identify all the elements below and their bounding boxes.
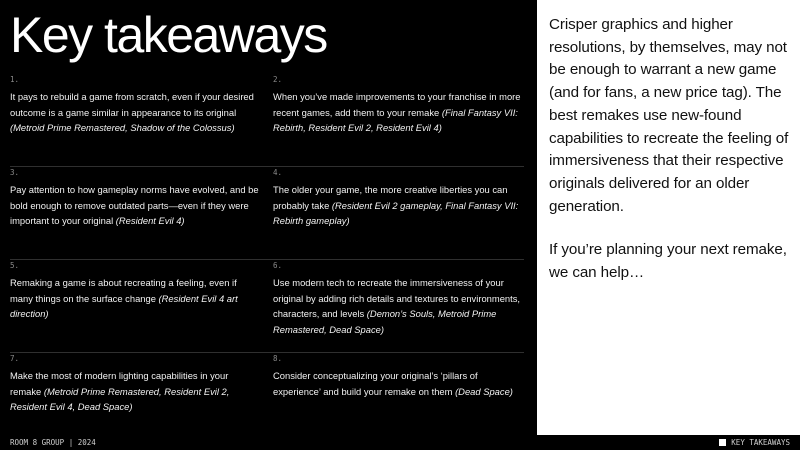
takeaway-text [10,182,260,229]
takeaway-item [273,167,523,229]
summary-sidebar [537,0,800,435]
footer-bar [0,435,800,450]
takeaway-item [10,260,260,322]
takeaway-text [273,89,523,136]
takeaway-number: 2. [273,75,283,84]
takeaway-examples: (Final Fantasy VII: Rebirth, Resident Evil 2, Resident Evil 4) [273,106,518,133]
takeaway-body: When you’ve made improvements to your franchise in more recent games, add them to your remake [273,91,521,118]
takeaway-number: 8. [273,354,283,363]
page-title: Key takeaways [10,7,327,63]
takeaway-text [10,275,260,322]
takeaway-number: 4. [273,168,283,177]
takeaway-number: 3. [10,168,20,177]
takeaway-body: Pay attention to how gameplay norms have evolved, and be bold enough to remove outdated parts—even if they were important to your original [10,184,259,226]
takeaway-text [273,182,523,229]
takeaway-examples: (Metroid Prime Remastered, Shadow of the Colossus) [10,122,235,133]
square-bullet-icon [719,439,726,446]
takeaway-number: 5. [10,261,20,270]
takeaway-body: It pays to rebuild a game from scratch, even if your desired outcome is a game similar in appearance to its original [10,91,254,118]
takeaways-row [10,353,524,445]
takeaway-number: 6. [273,261,283,270]
footer-brand: ROOM 8 GROUP | 2024 [10,438,96,447]
footer-section-label: KEY TAKEAWAYS [731,438,790,447]
takeaway-body: Consider conceptualizing your original’s ‘pillars of experience’ and build your remake on them [273,370,478,397]
takeaway-body: The older your game, the more creative liberties you can probably take [273,184,508,211]
takeaway-item [273,260,523,337]
call-to-action: If you’re planning your next remake, we can help… [549,241,787,281]
takeaway-item [10,167,260,229]
takeaway-body: Remaking a game is about recreating a feeling, even if many things on the surface change [10,277,237,304]
takeaway-number: 1. [10,75,20,84]
takeaway-text [10,368,260,415]
summary-paragraph: Crisper graphics and higher resolutions, by themselves, may not be enough to warrant a new game (and for fans, a new price tag). The best remakes use new-found capabilities to recreate the feeling of immersiveness that their respective originals delivered for an older generation. [549,16,789,215]
takeaway-examples: (Metroid Prime Remastered, Resident Evil 2, Resident Evil 4, Dead Space) [10,385,230,412]
takeaway-text [273,275,523,337]
takeaways-row [10,74,524,167]
takeaway-item [273,353,523,399]
takeaways-row [10,260,524,353]
takeaway-text [10,89,260,136]
takeaway-body: Use modern tech to recreate the immersiveness of your original by adding rich details and textures to environments, characters, and levels [273,277,521,319]
takeaway-examples: (Resident Evil 4) [115,215,185,226]
footer-section [719,435,790,450]
takeaway-body: Make the most of modern lighting capabilities in your remake [10,370,229,397]
takeaway-examples: (Dead Space) [455,385,513,397]
takeaway-examples: (Resident Evil 2 gameplay, Final Fantasy VII: Rebirth gameplay) [273,199,519,226]
takeaways-row [10,167,524,260]
takeaway-item [10,74,260,136]
takeaway-text [273,368,523,399]
takeaways-grid [10,74,524,445]
takeaway-item [273,74,523,136]
takeaway-item [10,353,260,415]
takeaway-examples: (Resident Evil 4 art direction) [10,292,238,319]
takeaway-examples: (Demon’s Souls, Metroid Prime Remastered, Dead Space) [273,308,497,335]
takeaway-number: 7. [10,354,20,363]
